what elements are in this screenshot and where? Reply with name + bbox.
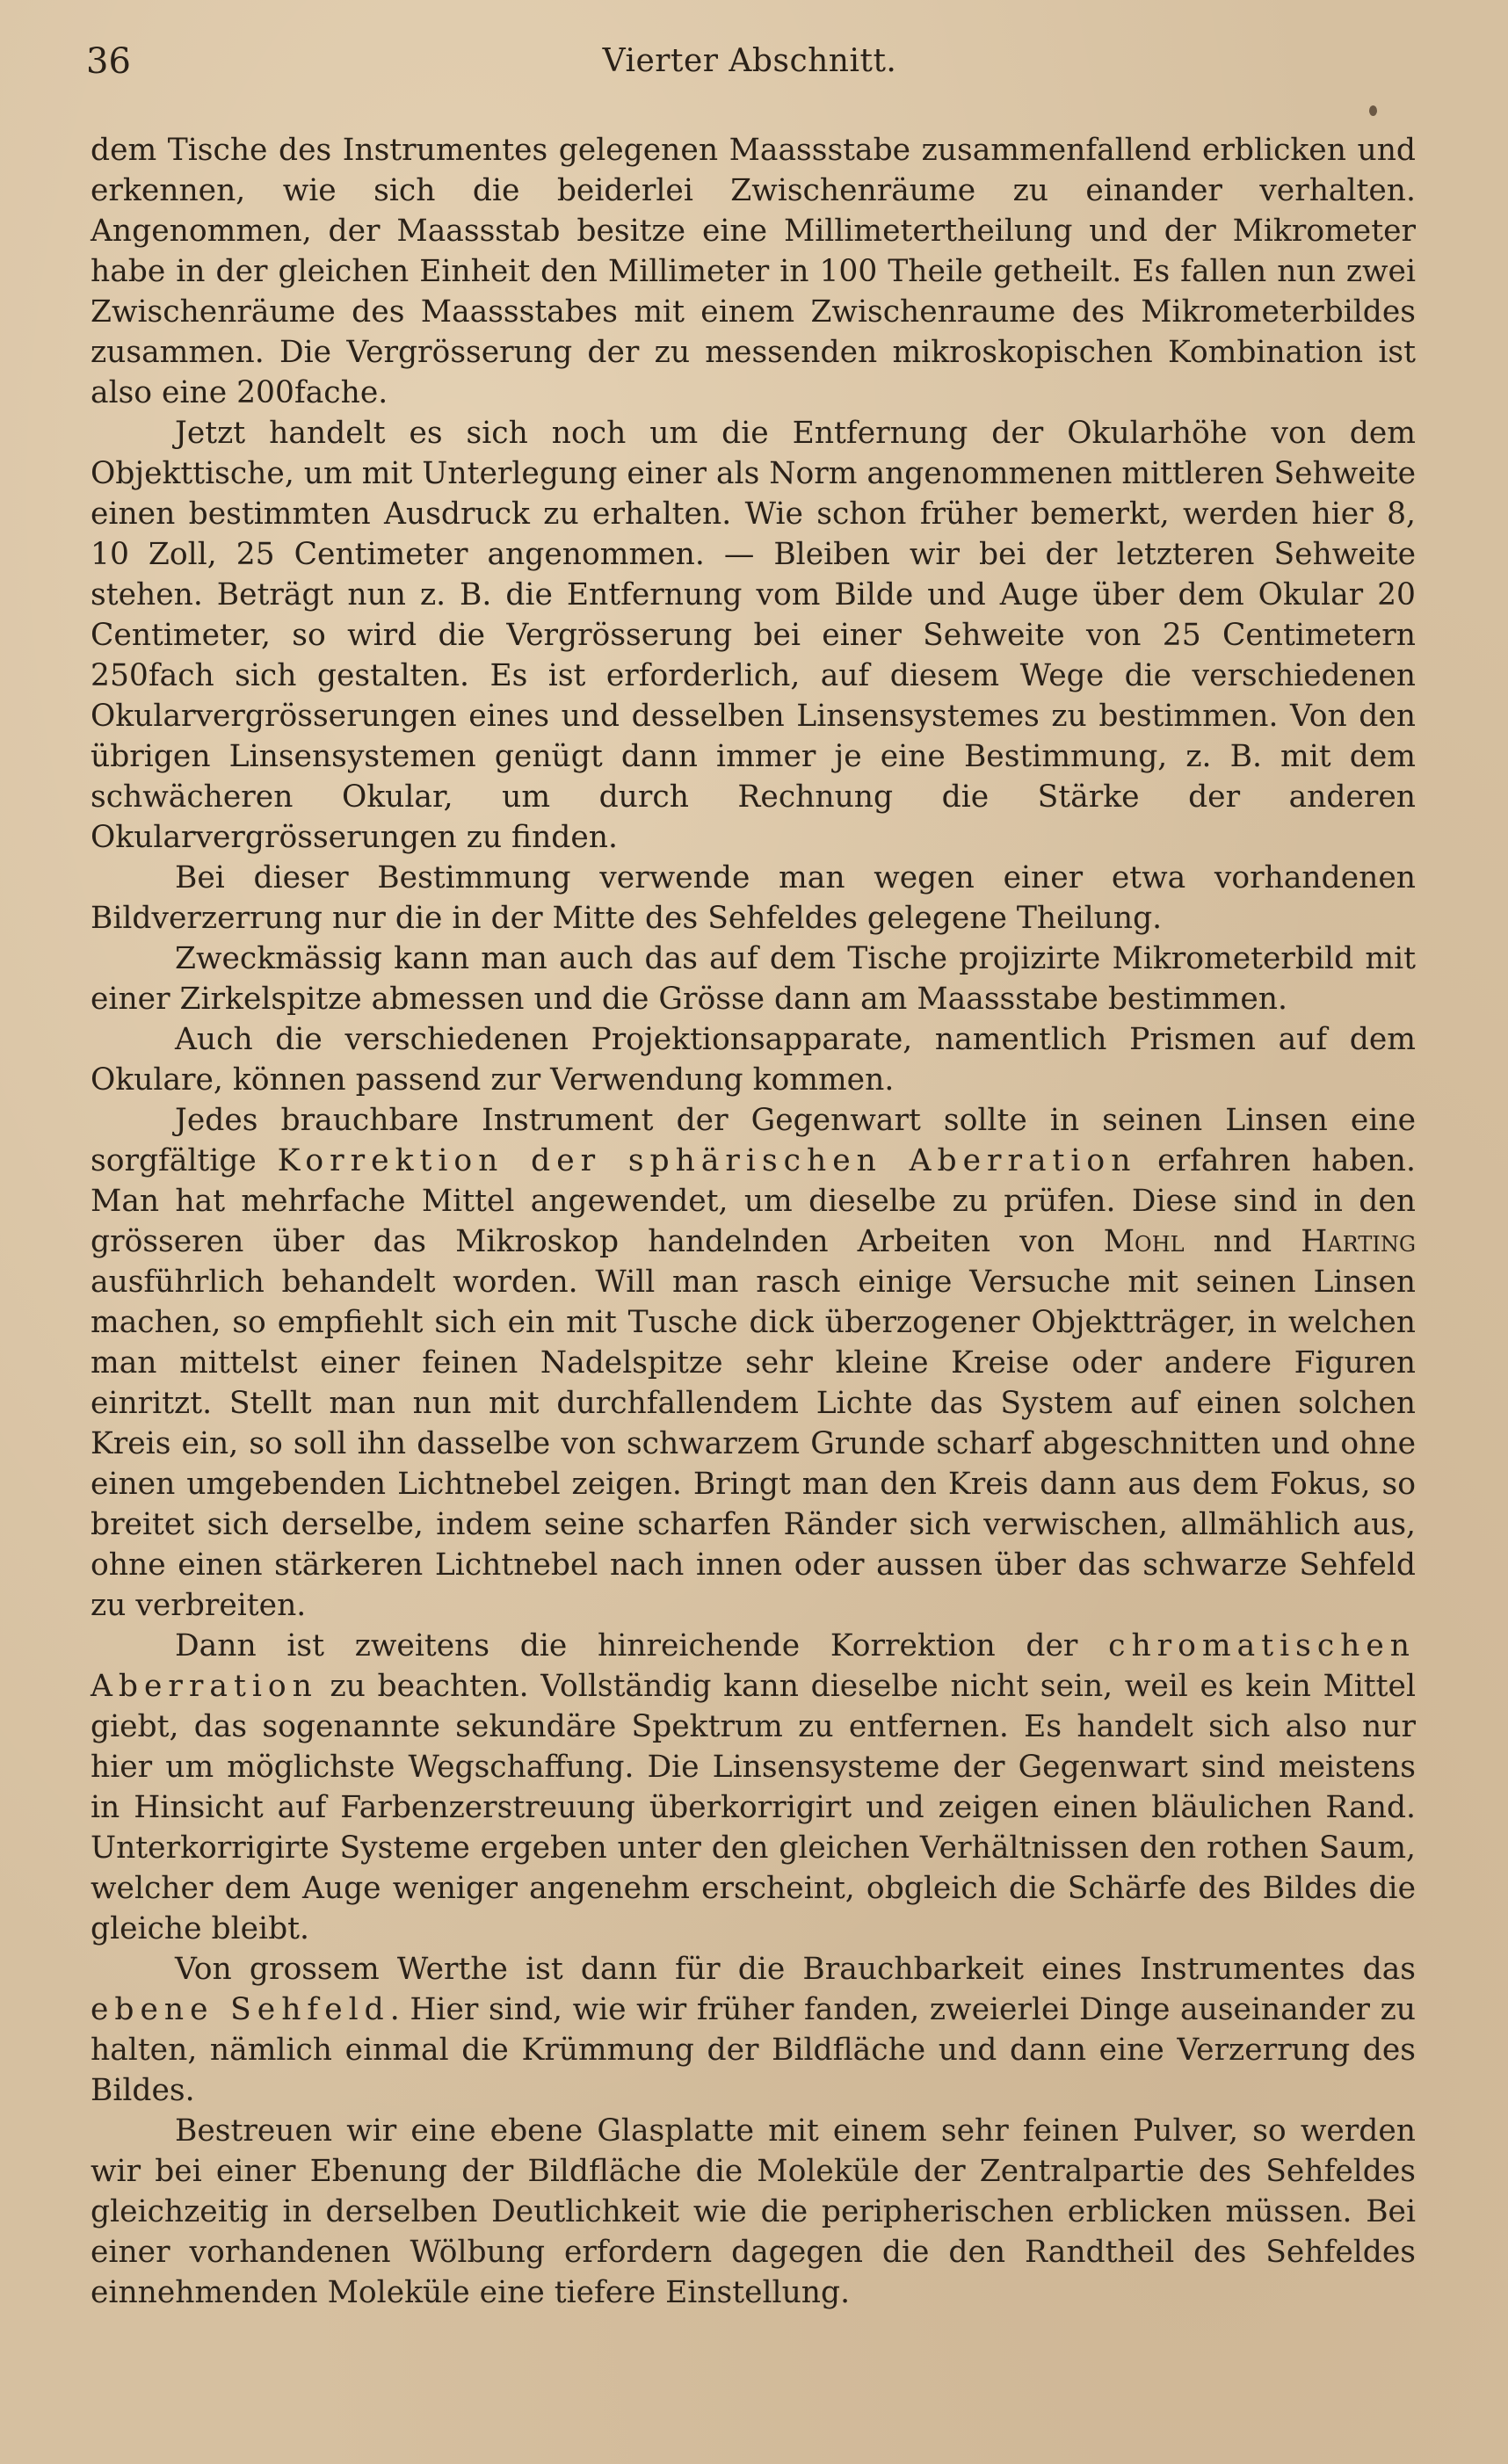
spaced-emphasis: Korrektion der sphärischen Aberration <box>277 1143 1137 1178</box>
running-title: Vierter Abschnitt. <box>602 43 897 79</box>
ink-spot <box>1369 105 1377 116</box>
spaced-emphasis: ebene Sehfeld <box>91 1992 390 2027</box>
page-number: 36 <box>86 41 131 82</box>
page-header <box>86 39 1413 91</box>
author-name: Mohl <box>1103 1224 1185 1259</box>
paragraph-1: dem Tische des Instrumentes gelegenen Maassstabe zusammenfallend erblicken und erkennen, wie sich die beiderlei Zwischenräume zu einander verhalten. Angenommen, der Maassstab besitze eine Millimetertheilung und der Mikrometer habe in der gleichen Einheit den Millimeter in 100 Theile getheilt. Es fallen nun zwei Zwischenräume des Maassstabes mit einem Zwischenraume des Mikrometerbildes zusammen. Die Vergrösserung der zu messenden mikroskopischen Kombination ist also eine 200fache. <box>91 133 1416 410</box>
paragraph-2: Jetzt handelt es sich noch um die Entfernung der Okularhöhe von dem Objekttische, um mit Unterlegung einer als Norm angenommenen mittleren Sehweite einen bestimmten Ausdruck zu erhalten. Wie schon früher bemerkt, werden hier 8, 10 Zoll, 25 Centimeter angenommen. — Bleiben wir bei der letzteren Sehweite stehen. Beträgt nun z. B. die Entfernung vom Bilde und Auge über dem Okular 20 Centimeter, so wird die Vergrösserung bei einer Sehweite von 25 Centimetern 250fach sich gestalten. Es ist erforderlich, auf diesem Wege die verschiedenen Okularvergrösserungen eines und desselben Linsensystemes zu bestimmen. Von den übrigen Linsensystemen genügt dann immer je eine Bestimmung, z. B. mit dem schwächeren Okular, um durch Rechnung die Stärke der anderen Okularvergrösserungen zu finden. <box>91 416 1416 855</box>
paragraph-9: Bestreuen wir eine ebene Glasplatte mit einem sehr feinen Pulver, so werden wir bei einer Ebenung der Bildfläche die Moleküle der Zentralpartie des Sehfeldes gleichzeitig in derselben Deutlichkeit wie die peripherischen erblicken müssen. Bei einer vorhandenen Wölbung erfordern dagegen die den Randtheil des Sehfeldes einnehmenden Moleküle eine tiefere Einstellung. <box>91 2113 1416 2310</box>
author-name: Harting <box>1301 1224 1416 1259</box>
spaced-emphasis: chromatischen Aberration <box>91 1628 1416 1704</box>
body-text <box>91 130 1416 2313</box>
paragraph-3: Bei dieser Bestimmung verwende man wegen einer etwa vorhandenen Bildverzerrung nur die in der Mitte des Sehfeldes gelegene Theilung. <box>91 860 1416 936</box>
paragraph-4: Zweckmässig kann man auch das auf dem Tische projizirte Mikrometerbild mit einer Zirkelspitze abmessen und die Grösse dann am Maassstabe bestimmen. <box>91 941 1416 1017</box>
paragraph-5: Auch die verschiedenen Projektionsapparate, namentlich Prismen auf dem Okulare, können passend zur Verwendung kommen. <box>91 1022 1416 1098</box>
paragraph-6: Jedes brauchbare Instrument der Gegenwart sollte in seinen Linsen eine sorgfältige Korrektion der sphärischen Aberration erfahren haben. Man hat mehrfache Mittel angewendet, um dieselbe zu prüfen. Diese sind in den grösseren über das Mikroskop handelnden Arbeiten von Mohl nnd Harting ausführlich behandelt worden. Will man rasch einige Versuche mit seinen Linsen machen, so empfiehlt sich ein mit Tusche dick überzogener Objektträger, in welchen man mittelst einer feinen Nadelspitze sehr kleine Kreise oder andere Figuren einritzt. Stellt man nun mit durchfallendem Lichte das System auf einen solchen Kreis ein, so soll ihn dasselbe von schwarzem Grunde scharf abgeschnitten und ohne einen umgebenden Lichtnebel zeigen. Bringt man den Kreis dann aus dem Fokus, so breitet sich derselbe, indem seine scharfen Ränder sich verwischen, allmählich aus, ohne einen stärkeren Lichtnebel nach innen oder aussen über das schwarze Sehfeld zu verbreiten. <box>91 1103 1416 1623</box>
paragraph-7: Dann ist zweitens die hinreichende Korrektion der chromatischen Aberration zu beachten. Vollständig kann dieselbe nicht sein, weil es kein Mittel giebt, das sogenannte sekundäre Spektrum zu entfernen. Es handelt sich also nur hier um möglichste Wegschaffung. Die Linsensysteme der Gegenwart sind meistens in Hinsicht auf Farbenzerstreuung überkorrigirt und zeigen einen bläulichen Rand. Unterkorrigirte Systeme ergeben unter den gleichen Verhältnissen den rothen Saum, welcher dem Auge weniger angenehm erscheint, obgleich die Schärfe des Bildes die gleiche bleibt. <box>91 1628 1416 1946</box>
paragraph-8: Von grossem Werthe ist dann für die Brauchbarkeit eines Instrumentes das ebene Sehfeld. Hier sind, wie wir früher fanden, zweierlei Dinge auseinander zu halten, nämlich einmal die Krümmung der Bildfläche und dann eine Verzerrung des Bildes. <box>91 1952 1416 2108</box>
